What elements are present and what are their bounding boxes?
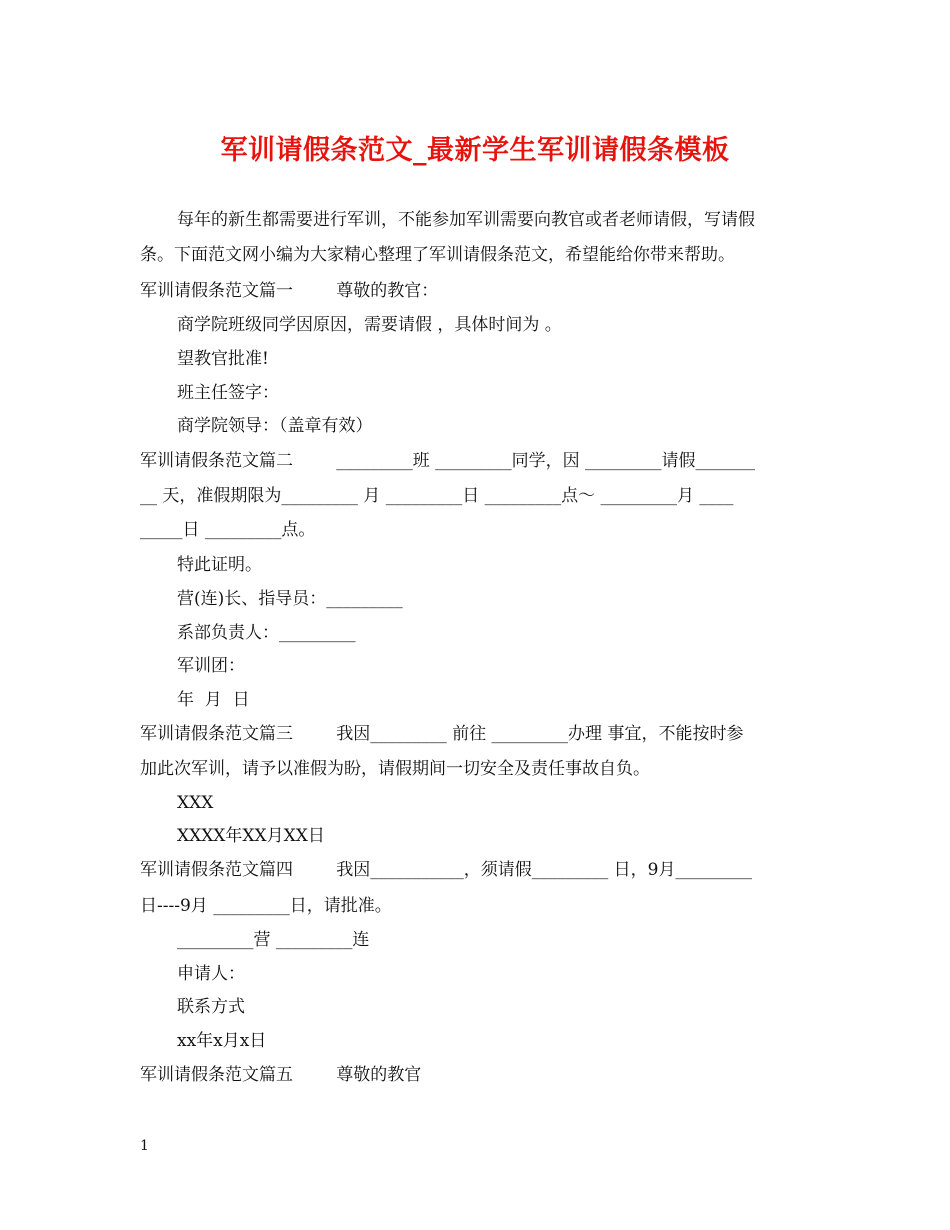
sample-4-heading: 军训请假条范文篇四 我因___________，须请假_________ 日，9月_________	[140, 860, 752, 880]
sample-2-line-1: __ 天，准假期限为_________ 月 _________日 _________点～ _________月 ____	[140, 486, 734, 506]
sample-2-line-5: 系部负责人：_________	[177, 623, 356, 643]
sample-1-line-3: 班主任签字：	[177, 383, 279, 403]
page-number: 1	[140, 1138, 149, 1154]
sample-2-line-7: 年 月 日	[177, 690, 250, 710]
sample-2-line-6: 军训团：	[177, 656, 245, 676]
sample-4-line-2: _________营 _________连	[177, 930, 370, 950]
sample-4-line-5: xx年x月x日	[177, 1031, 267, 1051]
sample-2-line-4: 营(连)长、指导员：_________	[177, 589, 403, 609]
sample-4-line-1: 日----9月 _________日，请批准。	[140, 896, 392, 916]
sample-2-line-2: _____日 _________点。	[140, 520, 316, 540]
sample-1-line-1: 商学院班级同学因原因，需要请假 ，具体时间为 。	[177, 315, 562, 335]
sample-5-heading: 军训请假条范文篇五 尊敬的教官	[140, 1065, 422, 1085]
intro-line-2: 条。下面范文网小编为大家精心整理了军训请假条范文，希望能给你带来帮助。	[140, 245, 735, 265]
sample-1-line-4: 商学院领导：（盖章有效）	[177, 416, 373, 436]
sample-4-line-3: 申请人：	[177, 964, 245, 984]
sample-4-line-4: 联系方式	[177, 997, 245, 1017]
sample-2-heading: 军训请假条范文篇二 _________班 _________同学，因 _________请假_______	[140, 451, 756, 471]
document-title: 军训请假条范文_最新学生军训请假条模板	[220, 135, 730, 166]
sample-3-line-1: 加此次军训，请予以准假为盼，请假期间一切安全及责任事故自负。	[140, 759, 650, 779]
intro-line-1: 每年的新生都需要进行军训，不能参加军训需要向教官或者老师请假，写请假	[177, 210, 755, 230]
sample-3-line-3: XXXX年XX月XX日	[177, 826, 325, 846]
sample-3-heading: 军训请假条范文篇三 我因_________ 前往 _________办理 事宜，不能按时参	[140, 724, 744, 744]
sample-3-line-2: XXX	[177, 793, 214, 813]
sample-1-line-2: 望教官批准!	[177, 349, 269, 369]
sample-2-line-3: 特此证明。	[177, 555, 262, 575]
sample-1-heading: 军训请假条范文篇一 尊敬的教官：	[140, 281, 439, 301]
